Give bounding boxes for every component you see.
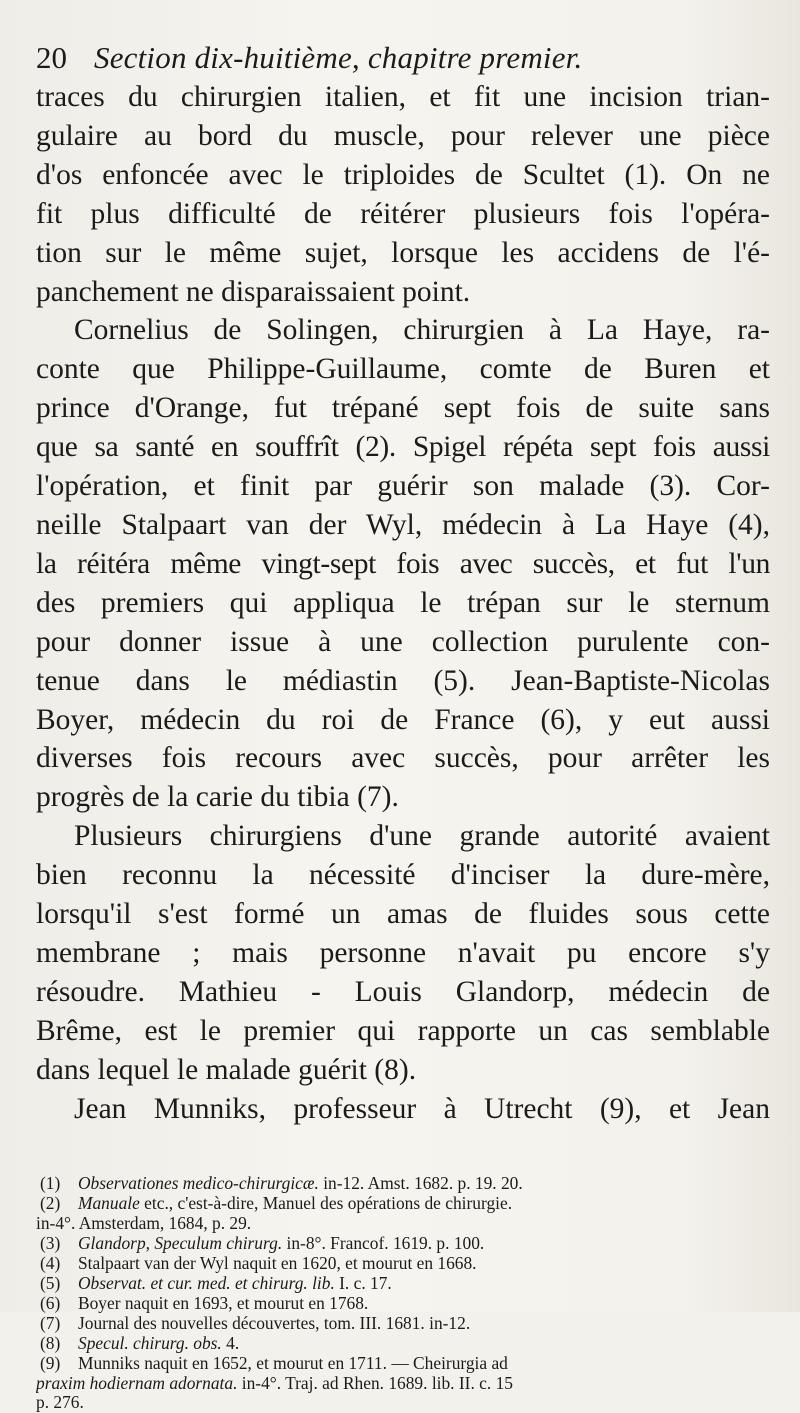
text-line: que sa santé en souffrît (2). Spigel répéta sept fois aussi <box>36 431 770 464</box>
footnote-number: (3) <box>40 1234 61 1254</box>
footnote-italic: Specul. chirurg. obs. <box>78 1333 222 1353</box>
text-line: tion sur le même sujet, lorsque les accidens de l'é- <box>36 236 770 269</box>
text-line: progrès de la carie du tibia (7). <box>36 781 399 814</box>
footnote-italic: Observat. et cur. med. et chirurg. lib. <box>78 1274 335 1293</box>
footnote-number: (8) <box>40 1333 61 1353</box>
footnote-text: Boyer naquit en 1693, et mourut en 1768. <box>78 1293 369 1313</box>
text-line: pour donner issue à une collection purulente con- <box>36 625 770 658</box>
body-text <box>36 78 770 1128</box>
footnote-text: in-4°. Traj. ad Rhen. 1689. lib. II. c. 15 <box>237 1373 513 1393</box>
page-header <box>36 40 770 76</box>
text-line: membrane ; mais personne n'avait pu encore s'y <box>36 936 770 969</box>
text-line: Cornelius de Solingen, chirurgien à La Haye, ra- <box>74 314 770 347</box>
text-line: Plusieurs chirurgiens d'une grande autorité avaient <box>74 820 770 853</box>
footnote <box>36 1314 770 1334</box>
footnote-number: (4) <box>40 1254 61 1274</box>
footnote-text: Munniks naquit en 1652, et mourut en 1711. — Cheirurgia ad <box>78 1353 508 1373</box>
footnote-text: Stalpaart van der Wyl naquit en 1620, et mourut en 1668. <box>78 1254 477 1274</box>
text-line: bien reconnu la nécessité d'inciser la dure-mère, <box>36 859 770 892</box>
text-line: traces du chirurgien italien, et fit une incision trian- <box>36 81 770 113</box>
text-line: diverses fois recours avec succès, pour arrêter les <box>36 742 770 775</box>
footnote-number: (7) <box>40 1313 61 1333</box>
text-line: tenue dans le médiastin (5). Jean-Baptiste-Nicolas <box>36 664 770 697</box>
text-line: d'os enfoncée avec le triploides de Scultet (1). On ne <box>36 158 770 191</box>
text-line: conte que Philippe-Guillaume, comte de Buren et <box>36 353 770 386</box>
footnote-italic: praxim hodiernam adornata. <box>36 1373 238 1393</box>
text-line: lorsqu'il s'est formé un amas de fluides sous cette <box>36 898 770 931</box>
footnote <box>36 1334 770 1354</box>
footnote-text: I. c. 17. <box>334 1274 392 1293</box>
footnote <box>36 1294 770 1314</box>
footnote-number: (2) <box>40 1194 61 1214</box>
footnote-number: (5) <box>40 1274 61 1293</box>
footnote-text: in-8°. Francof. 1619. p. 100. <box>282 1234 485 1254</box>
text-line: des premiers qui appliqua le trépan sur le sternum <box>36 586 770 619</box>
footnote-italic: Glandorp, Speculum chirurg. <box>78 1234 283 1254</box>
footnote-text: p. 276. <box>36 1393 84 1413</box>
text-line: prince d'Orange, fut trépané sept fois de suite sans <box>36 392 770 425</box>
footnote-text: in-4°. Amsterdam, 1684, p. 29. <box>36 1214 252 1234</box>
footnote <box>36 1374 770 1394</box>
text-line: panchement ne disparaissaient point. <box>36 275 471 308</box>
footnote-number: (9) <box>40 1353 61 1373</box>
footnote-number: (6) <box>40 1293 61 1313</box>
text-line: résoudre. Mathieu - Louis Glandorp, médecin de <box>36 975 770 1008</box>
text-line: gulaire au bord du muscle, pour relever une pièce <box>36 119 770 152</box>
footnote <box>36 1234 770 1254</box>
text-line: Jean Munniks, professeur à Utrecht (9), et Jean <box>74 1092 770 1125</box>
footnote <box>36 1174 770 1194</box>
footnote <box>36 1393 770 1413</box>
footnotes <box>36 1174 770 1413</box>
text-line: dans lequel le malade guérit (8). <box>36 1053 417 1086</box>
text-line: Boyer, médecin du roi de France (6), y eut aussi <box>36 703 770 736</box>
footnote <box>36 1214 770 1234</box>
text-line: l'opération, et finit par guérir son malade (3). Cor- <box>36 470 770 503</box>
footnote-number: (1) <box>40 1174 61 1194</box>
footnote-text: 4. <box>221 1333 240 1353</box>
footnote-italic: Manuale <box>78 1194 140 1214</box>
text-line: Brême, est le premier qui rapporte un cas semblable <box>36 1014 770 1047</box>
text-line: la réitéra même vingt-sept fois avec succès, et fut l'un <box>36 547 770 580</box>
footnote <box>36 1274 770 1294</box>
text-line: neille Stalpaart van der Wyl, médecin à La Haye (4), <box>36 508 770 541</box>
footnote <box>36 1354 770 1374</box>
footnote-text: Journal des nouvelles découvertes, tom. III. 1681. in-12. <box>78 1313 471 1333</box>
page-number: 20 <box>36 40 67 75</box>
footnote-italic: Observationes medico-chirurgicæ. <box>78 1174 319 1194</box>
footnote <box>36 1254 770 1274</box>
footnote-text: etc., c'est-à-dire, Manuel des opérations de chirurgie. <box>139 1194 513 1214</box>
footnote-text: in-12. Amst. 1682. p. 19. 20. <box>318 1174 523 1194</box>
footnote <box>36 1194 770 1214</box>
text-line: fit plus difficulté de réitérer plusieurs fois l'opéra- <box>36 197 770 230</box>
running-head: Section dix-huitième, chapitre premier. <box>94 40 583 75</box>
